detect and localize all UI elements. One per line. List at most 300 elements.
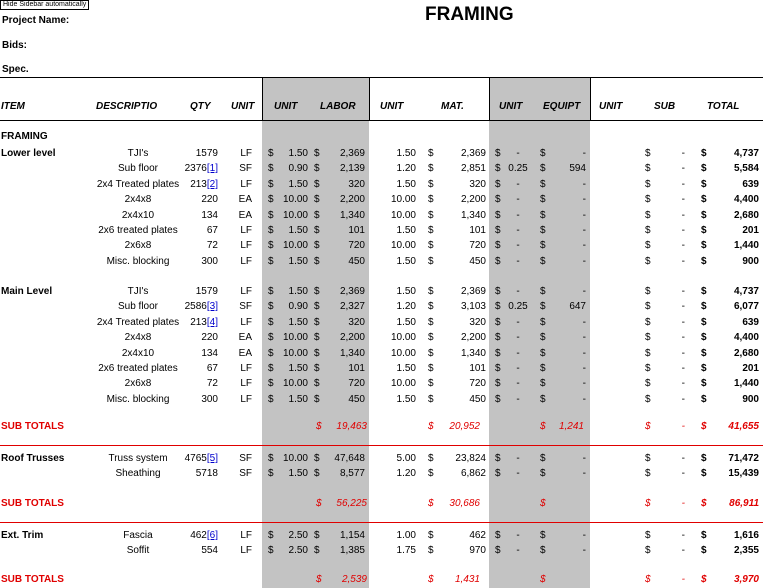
col-sub: SUB — [654, 101, 676, 112]
dollar-sign: $ — [495, 363, 501, 374]
dollar-sign: $ — [701, 453, 707, 464]
dollar-sign: $ — [268, 163, 274, 174]
row-unit: LF — [240, 530, 252, 541]
dollar-sign: $ — [428, 332, 434, 343]
row-description: Misc. blocking — [106, 256, 170, 267]
subtotal-label: SUB TOTALS — [1, 421, 64, 432]
row-qty: 220 — [201, 332, 218, 343]
row-labor: 2,200 — [339, 332, 365, 343]
dollar-sign: $ — [645, 225, 651, 236]
row-sub: - — [681, 378, 685, 389]
dollar-sign: $ — [645, 240, 651, 251]
dollar-sign: $ — [314, 348, 320, 359]
dollar-sign: $ — [495, 148, 501, 159]
row-mat-unit: 10.00 — [390, 240, 416, 251]
dollar-sign: $ — [314, 453, 320, 464]
row-description: 2x6 treated plates — [98, 363, 178, 374]
row-qty: 67 — [206, 225, 218, 236]
row-labor: 1,385 — [339, 545, 365, 556]
dollar-sign: $ — [495, 163, 501, 174]
row-labor-unit: 1.50 — [288, 317, 308, 328]
row-equip: - — [582, 545, 586, 556]
dollar-sign: $ — [540, 210, 546, 221]
row-mat: 2,369 — [460, 286, 486, 297]
row-equip: - — [582, 225, 586, 236]
dollar-sign: $ — [428, 240, 434, 251]
dollar-sign: $ — [268, 332, 274, 343]
subtotal-equip: 1,241 — [558, 421, 584, 432]
dollar-sign: $ — [268, 225, 274, 236]
dollar-sign: $ — [268, 363, 274, 374]
row-mat-unit: 5.00 — [396, 453, 416, 464]
dollar-sign: $ — [645, 453, 651, 464]
row-qty: 300 — [201, 394, 218, 405]
dollar-sign: $ — [540, 163, 546, 174]
dollar-sign: $ — [701, 301, 707, 312]
header-top-line — [0, 77, 763, 78]
row-qty: 72 — [206, 240, 218, 251]
row-equip: - — [582, 332, 586, 343]
row-description: Sub floor — [117, 163, 159, 174]
dollar-sign: $ — [495, 301, 501, 312]
dollar-sign: $ — [495, 332, 501, 343]
dollar-sign: $ — [495, 210, 501, 221]
row-total: 201 — [742, 225, 759, 236]
row-total: 639 — [742, 317, 759, 328]
row-sub: - — [681, 240, 685, 251]
dollar-sign: $ — [701, 545, 707, 556]
row-total: 4,400 — [733, 332, 759, 343]
dollar-sign: $ — [495, 453, 501, 464]
row-mat: 450 — [469, 394, 486, 405]
dollar-sign: $ — [645, 194, 651, 205]
dollar-sign: $ — [428, 545, 434, 556]
row-unit: SF — [239, 301, 252, 312]
dollar-sign: $ — [428, 498, 434, 509]
row-mat-unit: 1.20 — [396, 301, 416, 312]
dollar-sign: $ — [268, 468, 274, 479]
footnote-link[interactable]: [5] — [206, 453, 218, 464]
dollar-sign: $ — [268, 286, 274, 297]
section-divider — [0, 445, 763, 446]
dollar-sign: $ — [428, 179, 434, 190]
row-qty: 134 — [201, 348, 218, 359]
row-description: 2x4x10 — [121, 348, 155, 359]
row-equip-unit: 0.25 — [508, 163, 528, 174]
dollar-sign: $ — [701, 148, 707, 159]
row-equip-unit: 0.25 — [508, 301, 528, 312]
row-equip-unit: - — [516, 317, 520, 328]
subtotal-sub: - — [681, 421, 685, 432]
row-description: 2x4 Treated plates — [96, 317, 180, 328]
project-name-label: Project Name: — [2, 15, 70, 26]
dollar-sign: $ — [645, 317, 651, 328]
row-qty: 300 — [201, 256, 218, 267]
col-item: ITEM — [1, 101, 25, 112]
row-labor-unit: 10.00 — [282, 194, 308, 205]
row-total: 2,680 — [733, 210, 759, 221]
row-labor: 8,577 — [339, 468, 365, 479]
dollar-sign: $ — [645, 256, 651, 267]
row-labor-unit: 10.00 — [282, 210, 308, 221]
dollar-sign: $ — [428, 148, 434, 159]
row-labor: 320 — [348, 179, 365, 190]
row-labor: 1,340 — [339, 348, 365, 359]
dollar-sign: $ — [268, 210, 274, 221]
dollar-sign: $ — [268, 194, 274, 205]
row-labor-unit: 10.00 — [282, 332, 308, 343]
row-mat: 462 — [469, 530, 486, 541]
dollar-sign: $ — [540, 453, 546, 464]
row-labor-unit: 10.00 — [282, 348, 308, 359]
row-equip: - — [582, 468, 586, 479]
dollar-sign: $ — [428, 530, 434, 541]
dollar-sign: $ — [495, 468, 501, 479]
col-mat-unit: UNIT — [380, 101, 404, 112]
row-labor: 101 — [348, 363, 365, 374]
row-labor: 720 — [348, 240, 365, 251]
row-sub: - — [681, 453, 685, 464]
row-description: 2x6x8 — [124, 240, 152, 251]
row-unit: LF — [240, 378, 252, 389]
row-unit: LF — [240, 317, 252, 328]
dollar-sign: $ — [495, 194, 501, 205]
row-equip: - — [582, 348, 586, 359]
dollar-sign: $ — [495, 179, 501, 190]
dollar-sign: $ — [314, 332, 320, 343]
row-labor-unit: 1.50 — [288, 256, 308, 267]
col-equip: EQUIPT — [543, 101, 581, 112]
row-unit: LF — [240, 179, 252, 190]
row-mat: 320 — [469, 317, 486, 328]
row-total: 4,737 — [733, 286, 759, 297]
dollar-sign: $ — [314, 286, 320, 297]
dollar-sign: $ — [428, 301, 434, 312]
subtotal-total: 3,970 — [733, 574, 759, 585]
dollar-sign: $ — [495, 530, 501, 541]
subtotal-mat: 1,431 — [454, 574, 480, 585]
dollar-sign: $ — [268, 348, 274, 359]
dollar-sign: $ — [268, 301, 274, 312]
dollar-sign: $ — [540, 574, 546, 585]
row-unit: SF — [239, 163, 252, 174]
row-labor: 2,200 — [339, 194, 365, 205]
row-labor: 450 — [348, 394, 365, 405]
dollar-sign: $ — [428, 468, 434, 479]
dollar-sign: $ — [645, 348, 651, 359]
row-sub: - — [681, 163, 685, 174]
dollar-sign: $ — [428, 574, 434, 585]
row-qty: 462[6] — [190, 530, 218, 541]
dollar-sign: $ — [701, 498, 707, 509]
row-labor: 1,340 — [339, 210, 365, 221]
row-labor-unit: 1.50 — [288, 225, 308, 236]
footnote-link[interactable]: [1] — [206, 163, 218, 174]
row-unit: EA — [238, 210, 252, 221]
dollar-sign: $ — [428, 317, 434, 328]
row-mat: 2,851 — [460, 163, 486, 174]
row-qty: 2586[3] — [184, 301, 218, 312]
row-qty: 220 — [201, 194, 218, 205]
row-labor-unit: 10.00 — [282, 378, 308, 389]
row-description: 2x6 treated plates — [98, 225, 178, 236]
row-equip: - — [582, 286, 586, 297]
row-equip: - — [582, 194, 586, 205]
row-equip: 647 — [569, 301, 586, 312]
row-equip: - — [582, 378, 586, 389]
bids-label: Bids: — [2, 40, 27, 51]
dollar-sign: $ — [645, 574, 651, 585]
subtotal-labor: 19,463 — [336, 421, 367, 432]
row-mat-unit: 10.00 — [390, 332, 416, 343]
dollar-sign: $ — [495, 240, 501, 251]
row-total: 5,584 — [733, 163, 759, 174]
row-qty: 213[2] — [190, 179, 218, 190]
dollar-sign: $ — [268, 317, 274, 328]
dollar-sign: $ — [316, 498, 322, 509]
row-equip-unit: - — [516, 348, 520, 359]
row-mat-unit: 1.20 — [396, 468, 416, 479]
col-labor: LABOR — [320, 101, 356, 112]
row-mat-unit: 1.50 — [396, 317, 416, 328]
row-mat: 2,200 — [460, 194, 486, 205]
section-divider — [0, 522, 763, 523]
dollar-sign: $ — [314, 194, 320, 205]
row-mat: 23,824 — [455, 453, 486, 464]
row-equip: - — [582, 179, 586, 190]
dollar-sign: $ — [268, 453, 274, 464]
row-mat-unit: 10.00 — [390, 378, 416, 389]
subtotal-total: 41,655 — [728, 421, 759, 432]
dollar-sign: $ — [701, 240, 707, 251]
row-mat: 101 — [469, 363, 486, 374]
col-mat: MAT. — [441, 101, 464, 112]
row-description: Soffit — [126, 545, 150, 556]
dollar-sign: $ — [495, 378, 501, 389]
dollar-sign: $ — [314, 363, 320, 374]
dollar-sign: $ — [495, 394, 501, 405]
row-qty: 4765[5] — [184, 453, 218, 464]
section-label: Main Level — [1, 286, 53, 297]
section-label: Roof Trusses — [1, 453, 65, 464]
row-labor-unit: 1.50 — [288, 363, 308, 374]
row-equip-unit: - — [516, 210, 520, 221]
header-bottom-line — [0, 120, 763, 121]
row-labor: 2,369 — [339, 148, 365, 159]
dollar-sign: $ — [268, 240, 274, 251]
row-total: 2,680 — [733, 348, 759, 359]
row-qty: 72 — [206, 378, 218, 389]
dollar-sign: $ — [314, 378, 320, 389]
subtotal-sub: - — [681, 574, 685, 585]
row-sub: - — [681, 148, 685, 159]
subtotal-label: SUB TOTALS — [1, 574, 64, 585]
dollar-sign: $ — [540, 256, 546, 267]
row-total: 201 — [742, 363, 759, 374]
section-label: Lower level — [1, 148, 56, 159]
row-total: 2,355 — [733, 545, 759, 556]
dollar-sign: $ — [268, 256, 274, 267]
subtotal-mat: 30,686 — [449, 498, 480, 509]
dollar-sign: $ — [540, 468, 546, 479]
dollar-sign: $ — [540, 332, 546, 343]
row-description: Misc. blocking — [106, 394, 170, 405]
dollar-sign: $ — [701, 179, 707, 190]
dollar-sign: $ — [428, 378, 434, 389]
dollar-sign: $ — [701, 348, 707, 359]
row-mat-unit: 10.00 — [390, 210, 416, 221]
col-qty: QTY — [190, 101, 211, 112]
dollar-sign: $ — [540, 348, 546, 359]
dollar-sign: $ — [540, 225, 546, 236]
row-mat: 2,369 — [460, 148, 486, 159]
row-labor: 720 — [348, 378, 365, 389]
row-mat: 2,200 — [460, 332, 486, 343]
dollar-sign: $ — [540, 240, 546, 251]
row-equip: - — [582, 530, 586, 541]
row-unit: LF — [240, 394, 252, 405]
row-labor-unit: 1.50 — [288, 394, 308, 405]
row-labor-unit: 10.00 — [282, 453, 308, 464]
row-qty: 213[4] — [190, 317, 218, 328]
dollar-sign: $ — [701, 225, 707, 236]
dollar-sign: $ — [268, 378, 274, 389]
row-sub: - — [681, 210, 685, 221]
dollar-sign: $ — [645, 468, 651, 479]
row-labor: 2,139 — [339, 163, 365, 174]
row-total: 6,077 — [733, 301, 759, 312]
row-labor-unit: 1.50 — [288, 148, 308, 159]
dollar-sign: $ — [540, 317, 546, 328]
row-mat: 320 — [469, 179, 486, 190]
row-sub: - — [681, 545, 685, 556]
dollar-sign: $ — [428, 286, 434, 297]
row-labor: 2,369 — [339, 286, 365, 297]
dollar-sign: $ — [268, 545, 274, 556]
row-equip-unit: - — [516, 225, 520, 236]
dollar-sign: $ — [316, 574, 322, 585]
row-sub: - — [681, 348, 685, 359]
row-sub: - — [681, 363, 685, 374]
row-total: 71,472 — [728, 453, 759, 464]
row-description: Sheathing — [115, 468, 161, 479]
row-unit: LF — [240, 545, 252, 556]
dollar-sign: $ — [540, 545, 546, 556]
row-mat: 970 — [469, 545, 486, 556]
footnote-link[interactable]: [2] — [206, 179, 218, 190]
dollar-sign: $ — [314, 240, 320, 251]
row-total: 900 — [742, 394, 759, 405]
subtotal-total: 86,911 — [729, 498, 759, 509]
dollar-sign: $ — [428, 163, 434, 174]
row-sub: - — [681, 301, 685, 312]
dollar-sign: $ — [268, 394, 274, 405]
dollar-sign: $ — [314, 545, 320, 556]
row-equip-unit: - — [516, 194, 520, 205]
row-sub: - — [681, 179, 685, 190]
row-labor: 101 — [348, 225, 365, 236]
row-equip-unit: - — [516, 530, 520, 541]
row-total: 15,439 — [728, 468, 759, 479]
dollar-sign: $ — [701, 317, 707, 328]
divider — [369, 77, 370, 121]
dollar-sign: $ — [495, 225, 501, 236]
footnote-link[interactable]: [3] — [206, 301, 218, 312]
dollar-sign: $ — [314, 163, 320, 174]
row-labor: 450 — [348, 256, 365, 267]
dollar-sign: $ — [314, 256, 320, 267]
dollar-sign: $ — [701, 394, 707, 405]
dollar-sign: $ — [540, 286, 546, 297]
subtotal-sub: - — [681, 498, 685, 509]
row-equip: - — [582, 148, 586, 159]
dollar-sign: $ — [314, 148, 320, 159]
dollar-sign: $ — [316, 421, 322, 432]
dollar-sign: $ — [428, 194, 434, 205]
dollar-sign: $ — [645, 545, 651, 556]
row-mat: 720 — [469, 240, 486, 251]
dollar-sign: $ — [314, 301, 320, 312]
divider — [590, 77, 591, 121]
row-unit: SF — [239, 453, 252, 464]
dollar-sign: $ — [701, 378, 707, 389]
dollar-sign: $ — [540, 378, 546, 389]
dollar-sign: $ — [540, 194, 546, 205]
row-equip: - — [582, 453, 586, 464]
row-description: TJI's — [127, 286, 149, 297]
row-equip-unit: - — [516, 363, 520, 374]
dollar-sign: $ — [540, 179, 546, 190]
row-labor-unit: 2.50 — [288, 530, 308, 541]
row-mat-unit: 1.50 — [396, 179, 416, 190]
row-total: 4,737 — [733, 148, 759, 159]
dollar-sign: $ — [314, 210, 320, 221]
dollar-sign: $ — [495, 286, 501, 297]
row-total: 1,440 — [733, 240, 759, 251]
dollar-sign: $ — [495, 317, 501, 328]
dollar-sign: $ — [645, 179, 651, 190]
row-qty: 1579 — [195, 286, 218, 297]
row-mat-unit: 1.20 — [396, 163, 416, 174]
dollar-sign: $ — [645, 332, 651, 343]
dollar-sign: $ — [428, 348, 434, 359]
row-mat: 1,340 — [460, 210, 486, 221]
dollar-sign: $ — [701, 256, 707, 267]
row-mat-unit: 1.50 — [396, 148, 416, 159]
row-unit: EA — [238, 194, 252, 205]
row-mat-unit: 10.00 — [390, 194, 416, 205]
row-unit: LF — [240, 225, 252, 236]
dollar-sign: $ — [314, 179, 320, 190]
dollar-sign: $ — [540, 363, 546, 374]
tooltip: Hide Sidebar automatically — [0, 0, 89, 10]
dollar-sign: $ — [314, 225, 320, 236]
row-qty: 2376[1] — [184, 163, 218, 174]
footnote-link[interactable]: [6] — [206, 530, 218, 541]
dollar-sign: $ — [701, 286, 707, 297]
col-description: DESCRIPTIO — [96, 101, 158, 112]
row-sub: - — [681, 256, 685, 267]
col-total: TOTAL — [707, 101, 740, 112]
row-equip-unit: - — [516, 394, 520, 405]
row-mat: 6,862 — [460, 468, 486, 479]
spec-label: Spec. — [2, 64, 29, 75]
footnote-link[interactable]: [4] — [206, 317, 218, 328]
row-equip: - — [582, 240, 586, 251]
row-unit: EA — [238, 332, 252, 343]
row-unit: SF — [239, 468, 252, 479]
dollar-sign: $ — [495, 256, 501, 267]
